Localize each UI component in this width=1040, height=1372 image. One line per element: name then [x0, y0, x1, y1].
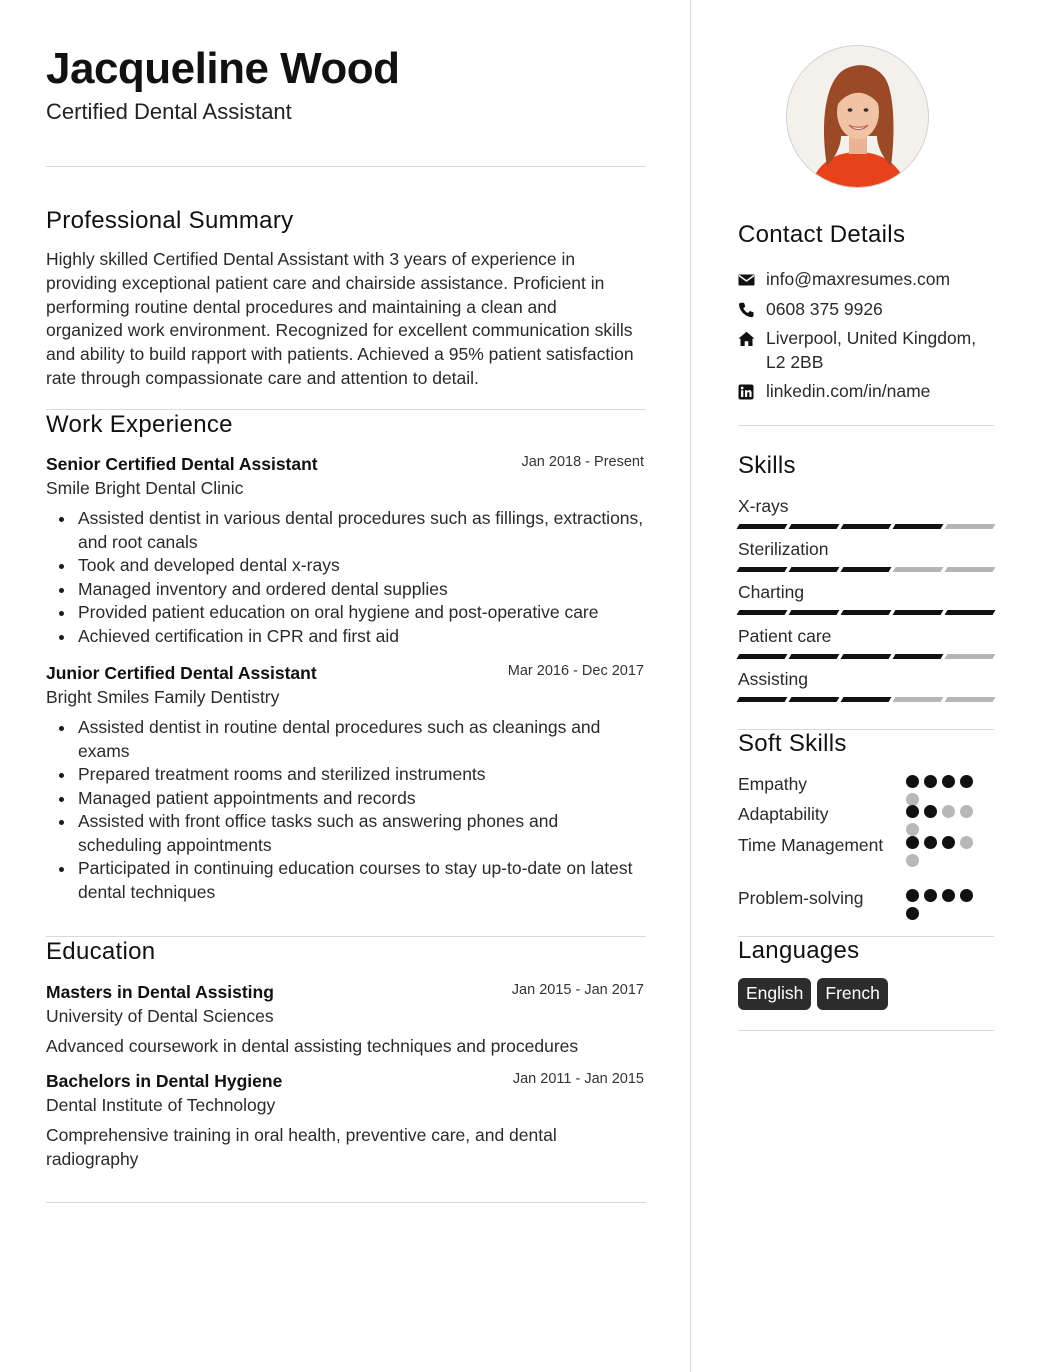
rating-dot — [924, 889, 937, 902]
job-dates: Jan 2018 - Present — [521, 454, 644, 470]
job-bullet: Prepared treatment rooms and sterilized instruments — [46, 763, 646, 787]
skill-segment — [737, 610, 788, 615]
contact-list — [738, 268, 994, 410]
skill-segment — [945, 567, 996, 572]
language-tag: English — [738, 978, 811, 1010]
education-desc: Comprehensive training in oral health, preventive care, and dental radiography — [46, 1125, 557, 1169]
skills-heading: Skills — [738, 452, 796, 479]
skill-segment — [945, 654, 996, 659]
education-entry — [46, 1071, 646, 1171]
skill-segment — [737, 654, 788, 659]
soft-skill-label: Adaptability — [738, 804, 829, 824]
skill-meter — [738, 697, 994, 702]
job-dates: Mar 2016 - Dec 2017 — [507, 663, 644, 679]
skill-segment — [841, 697, 892, 702]
language-tag: French — [817, 978, 887, 1010]
skill-label: Assisting — [738, 669, 809, 689]
soft-skill-item — [738, 834, 994, 858]
contact-email-text: info@maxresumes.com — [766, 269, 951, 289]
avatar — [786, 45, 929, 188]
rating-dot — [942, 805, 955, 818]
languages-heading: Languages — [738, 937, 860, 964]
skill-item — [738, 582, 994, 615]
skill-meter — [738, 654, 994, 659]
education-heading: Education — [46, 938, 156, 965]
rating-dot — [906, 907, 919, 920]
contact-email[interactable] — [738, 268, 994, 292]
job-bullet: Participated in continuing education courses to stay up-to-date on latest dental techniques — [46, 857, 646, 904]
education-dates: Jan 2015 - Jan 2017 — [511, 982, 644, 998]
job-bullet: Assisted dentist in routine dental procedures such as cleanings and exams — [46, 716, 646, 763]
candidate-title: Certified Dental Assistant — [46, 99, 292, 124]
skill-segment — [789, 524, 840, 529]
rating-dot — [960, 889, 973, 902]
job-bullet: Managed inventory and ordered dental supplies — [46, 578, 646, 602]
job-bullet: Provided patient education on oral hygiene and post-operative care — [46, 601, 646, 625]
job-company: Bright Smiles Family Dentistry — [46, 687, 280, 707]
job-role: Senior Certified Dental Assistant — [46, 454, 318, 474]
job-bullets — [46, 507, 646, 648]
skill-segment — [789, 654, 840, 659]
languages-divider — [738, 1030, 994, 1031]
rating-dot — [906, 889, 919, 902]
rating-dot — [906, 775, 919, 788]
home-icon — [738, 331, 755, 347]
rating-dot — [960, 836, 973, 849]
skill-segment — [789, 697, 840, 702]
skill-label: Charting — [738, 582, 805, 602]
skill-label: Sterilization — [738, 539, 829, 559]
job-role: Junior Certified Dental Assistant — [46, 663, 317, 683]
soft-skill-rating — [906, 836, 978, 872]
skill-segment — [893, 697, 944, 702]
skill-meter — [738, 524, 994, 529]
portrait-illustration — [787, 46, 929, 188]
soft-skill-label: Problem-solving — [738, 888, 864, 908]
skill-label: Patient care — [738, 626, 832, 646]
soft-skill-label: Empathy — [738, 774, 808, 794]
summary-divider — [46, 409, 646, 410]
education-dates: Jan 2011 - Jan 2015 — [512, 1071, 644, 1087]
rating-dot — [906, 805, 919, 818]
skill-segment — [841, 567, 892, 572]
soft-skill-label: Time Management — [738, 835, 884, 855]
rating-dot — [942, 889, 955, 902]
education-school: Dental Institute of Technology — [46, 1095, 276, 1115]
contact-address — [738, 327, 994, 374]
rating-dot — [924, 775, 937, 788]
contact-divider — [738, 425, 994, 426]
skill-meter — [738, 610, 994, 615]
education-desc: Advanced coursework in dental assisting techniques and procedures — [46, 1036, 579, 1056]
job-company: Smile Bright Dental Clinic — [46, 478, 244, 498]
column-divider — [690, 0, 691, 1372]
header-divider — [46, 166, 646, 167]
education-degree: Masters in Dental Assisting — [46, 982, 274, 1002]
job-bullet: Assisted with front office tasks such as answering phones and scheduling appointments — [46, 810, 646, 857]
soft-skill-item — [738, 773, 994, 797]
soft-skill-item — [738, 803, 994, 827]
skill-segment — [841, 610, 892, 615]
education-divider — [46, 1202, 646, 1203]
skill-segment — [789, 567, 840, 572]
education-degree: Bachelors in Dental Hygiene — [46, 1071, 283, 1091]
rating-dot — [960, 805, 973, 818]
skill-segment — [841, 524, 892, 529]
job-bullet: Took and developed dental x-rays — [46, 554, 646, 578]
phone-icon — [738, 302, 755, 318]
job-entry — [46, 663, 646, 904]
contact-phone[interactable] — [738, 298, 994, 322]
contact-linkedin[interactable] — [738, 380, 994, 404]
job-bullet: Achieved certification in CPR and first aid — [46, 625, 646, 649]
skill-segment — [893, 654, 944, 659]
rating-dot — [960, 775, 973, 788]
skill-segment — [789, 610, 840, 615]
envelope-icon — [738, 272, 755, 288]
education-school: University of Dental Sciences — [46, 1006, 274, 1026]
job-bullet: Assisted dentist in various dental procedures such as fillings, extractions, and root canals — [46, 507, 646, 554]
soft-skills-heading: Soft Skills — [738, 730, 847, 757]
job-bullets — [46, 716, 646, 904]
skill-item — [738, 669, 994, 702]
summary-text: Highly skilled Certified Dental Assistant with 3 years of experience in providing exceptional patient care and chairside assistance. Proficient in performing routine dental procedures and maintaining a clean and organized work environment. Recognized for excellent communication skills and ability to build rapport with patients. Achieved a 95% patient satisfaction rate through compassionate care and attention to detail. — [46, 249, 634, 388]
skill-segment — [737, 524, 788, 529]
rating-dot — [906, 836, 919, 849]
soft-skill-item — [738, 887, 994, 911]
contact-linkedin-text: linkedin.com/in/name — [766, 381, 931, 401]
contact-heading: Contact Details — [738, 221, 906, 248]
skill-segment — [893, 610, 944, 615]
skill-segment — [893, 524, 944, 529]
job-entry — [46, 454, 646, 648]
skill-segment — [737, 567, 788, 572]
skill-item — [738, 496, 994, 529]
skill-segment — [737, 697, 788, 702]
experience-divider — [46, 936, 646, 937]
skill-segment — [945, 610, 996, 615]
skill-segment — [841, 654, 892, 659]
contact-phone-text: 0608 375 9926 — [766, 298, 883, 319]
language-tags — [738, 978, 888, 1010]
skill-item — [738, 626, 994, 659]
skill-label: X-rays — [738, 496, 789, 516]
skill-segment — [945, 697, 996, 702]
soft-skill-rating — [906, 889, 978, 925]
rating-dot — [942, 775, 955, 788]
rating-dot — [924, 805, 937, 818]
contact-address-text: Liverpool, United Kingdom, L2 2BB — [766, 328, 977, 372]
education-entry — [46, 982, 646, 1059]
summary-heading: Professional Summary — [46, 207, 294, 234]
skill-item — [738, 539, 994, 572]
skill-segment — [945, 524, 996, 529]
linkedin-icon — [738, 384, 755, 400]
candidate-name: Jacqueline Wood — [46, 44, 400, 93]
skill-meter — [738, 567, 994, 572]
skill-segment — [893, 567, 944, 572]
job-bullet: Managed patient appointments and records — [46, 787, 646, 811]
rating-dot — [924, 836, 937, 849]
rating-dot — [942, 836, 955, 849]
experience-heading: Work Experience — [46, 411, 233, 438]
rating-dot — [906, 854, 919, 867]
